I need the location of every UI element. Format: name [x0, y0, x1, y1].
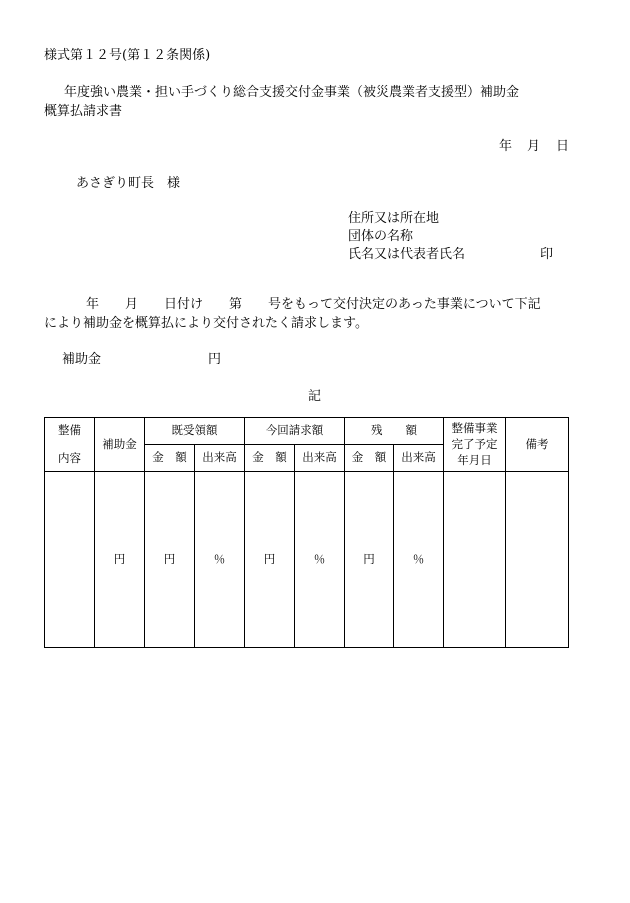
- form-title-line1: 年度強い農業・担い手づくり総合支援交付金事業（被災農業者支援型）補助金: [64, 85, 520, 100]
- cell-konkai-yen: 円: [245, 472, 295, 648]
- representative-name-label: 氏名又は代表者氏名: [348, 247, 466, 262]
- date-year-label: 年: [499, 139, 513, 154]
- addressee: あさぎり町長 様: [76, 176, 181, 191]
- header-konkai-seikyu: 今回請求額: [245, 418, 345, 445]
- address-label: 住所又は所在地: [348, 211, 440, 226]
- header-kanryo-yotei: [444, 418, 506, 472]
- header-kiju-ryogaku: 既受領額: [145, 418, 245, 445]
- header-kanryo-text1: 整備事業: [451, 420, 498, 435]
- subheader-dekidaka: 出来高: [195, 445, 245, 472]
- form-title-line2: 概算払請求書: [44, 104, 123, 119]
- date-month-label: 月: [527, 139, 541, 154]
- subsidy-yen-unit: 円: [208, 352, 222, 367]
- details-table: [44, 417, 569, 648]
- cell-zan-pct: ％: [394, 472, 444, 648]
- header-zangaku: 残 額: [345, 418, 444, 445]
- header-seibi-naiyo: [45, 418, 95, 472]
- org-name-label: 団体の名称: [348, 229, 414, 244]
- subsidy-label: 補助金: [62, 352, 102, 367]
- subheader-kingaku: 金 額: [245, 445, 295, 472]
- header-seibi-text1: 整備: [58, 422, 81, 437]
- cell-kanryo-yotei: [444, 472, 506, 648]
- cell-konkai-pct: ％: [295, 472, 345, 648]
- ki-heading: 記: [308, 389, 322, 404]
- cell-seibi-naiyo: [45, 472, 95, 648]
- cell-hojokin-yen: 円: [95, 472, 145, 648]
- seal-mark: 印: [540, 247, 554, 262]
- request-body-line2: により補助金を概算払により交付されたく請求します。: [44, 316, 368, 331]
- subheader-dekidaka: 出来高: [295, 445, 345, 472]
- subheader-dekidaka: 出来高: [394, 445, 444, 472]
- cell-zan-yen: 円: [345, 472, 394, 648]
- date-day-label: 日: [556, 139, 570, 154]
- cell-biko: [506, 472, 569, 648]
- header-seibi-text2: 内容: [58, 450, 81, 465]
- cell-kiju-pct: ％: [195, 472, 245, 648]
- header-biko: 備考: [506, 418, 569, 472]
- request-body-line1: 年 月 日付け 第 号をもって交付決定のあった事業について下記: [86, 297, 541, 312]
- subheader-kingaku: 金 額: [145, 445, 195, 472]
- header-hojokin: 補助金: [95, 418, 145, 472]
- subheader-kingaku: 金 額: [345, 445, 394, 472]
- form-number: 様式第１２号(第１２条関係): [44, 48, 211, 63]
- header-kanryo-text3: 年月日: [457, 452, 492, 467]
- header-kanryo-text2: 完了予定: [451, 436, 498, 451]
- cell-kiju-yen: 円: [145, 472, 195, 648]
- table-row: [45, 472, 569, 648]
